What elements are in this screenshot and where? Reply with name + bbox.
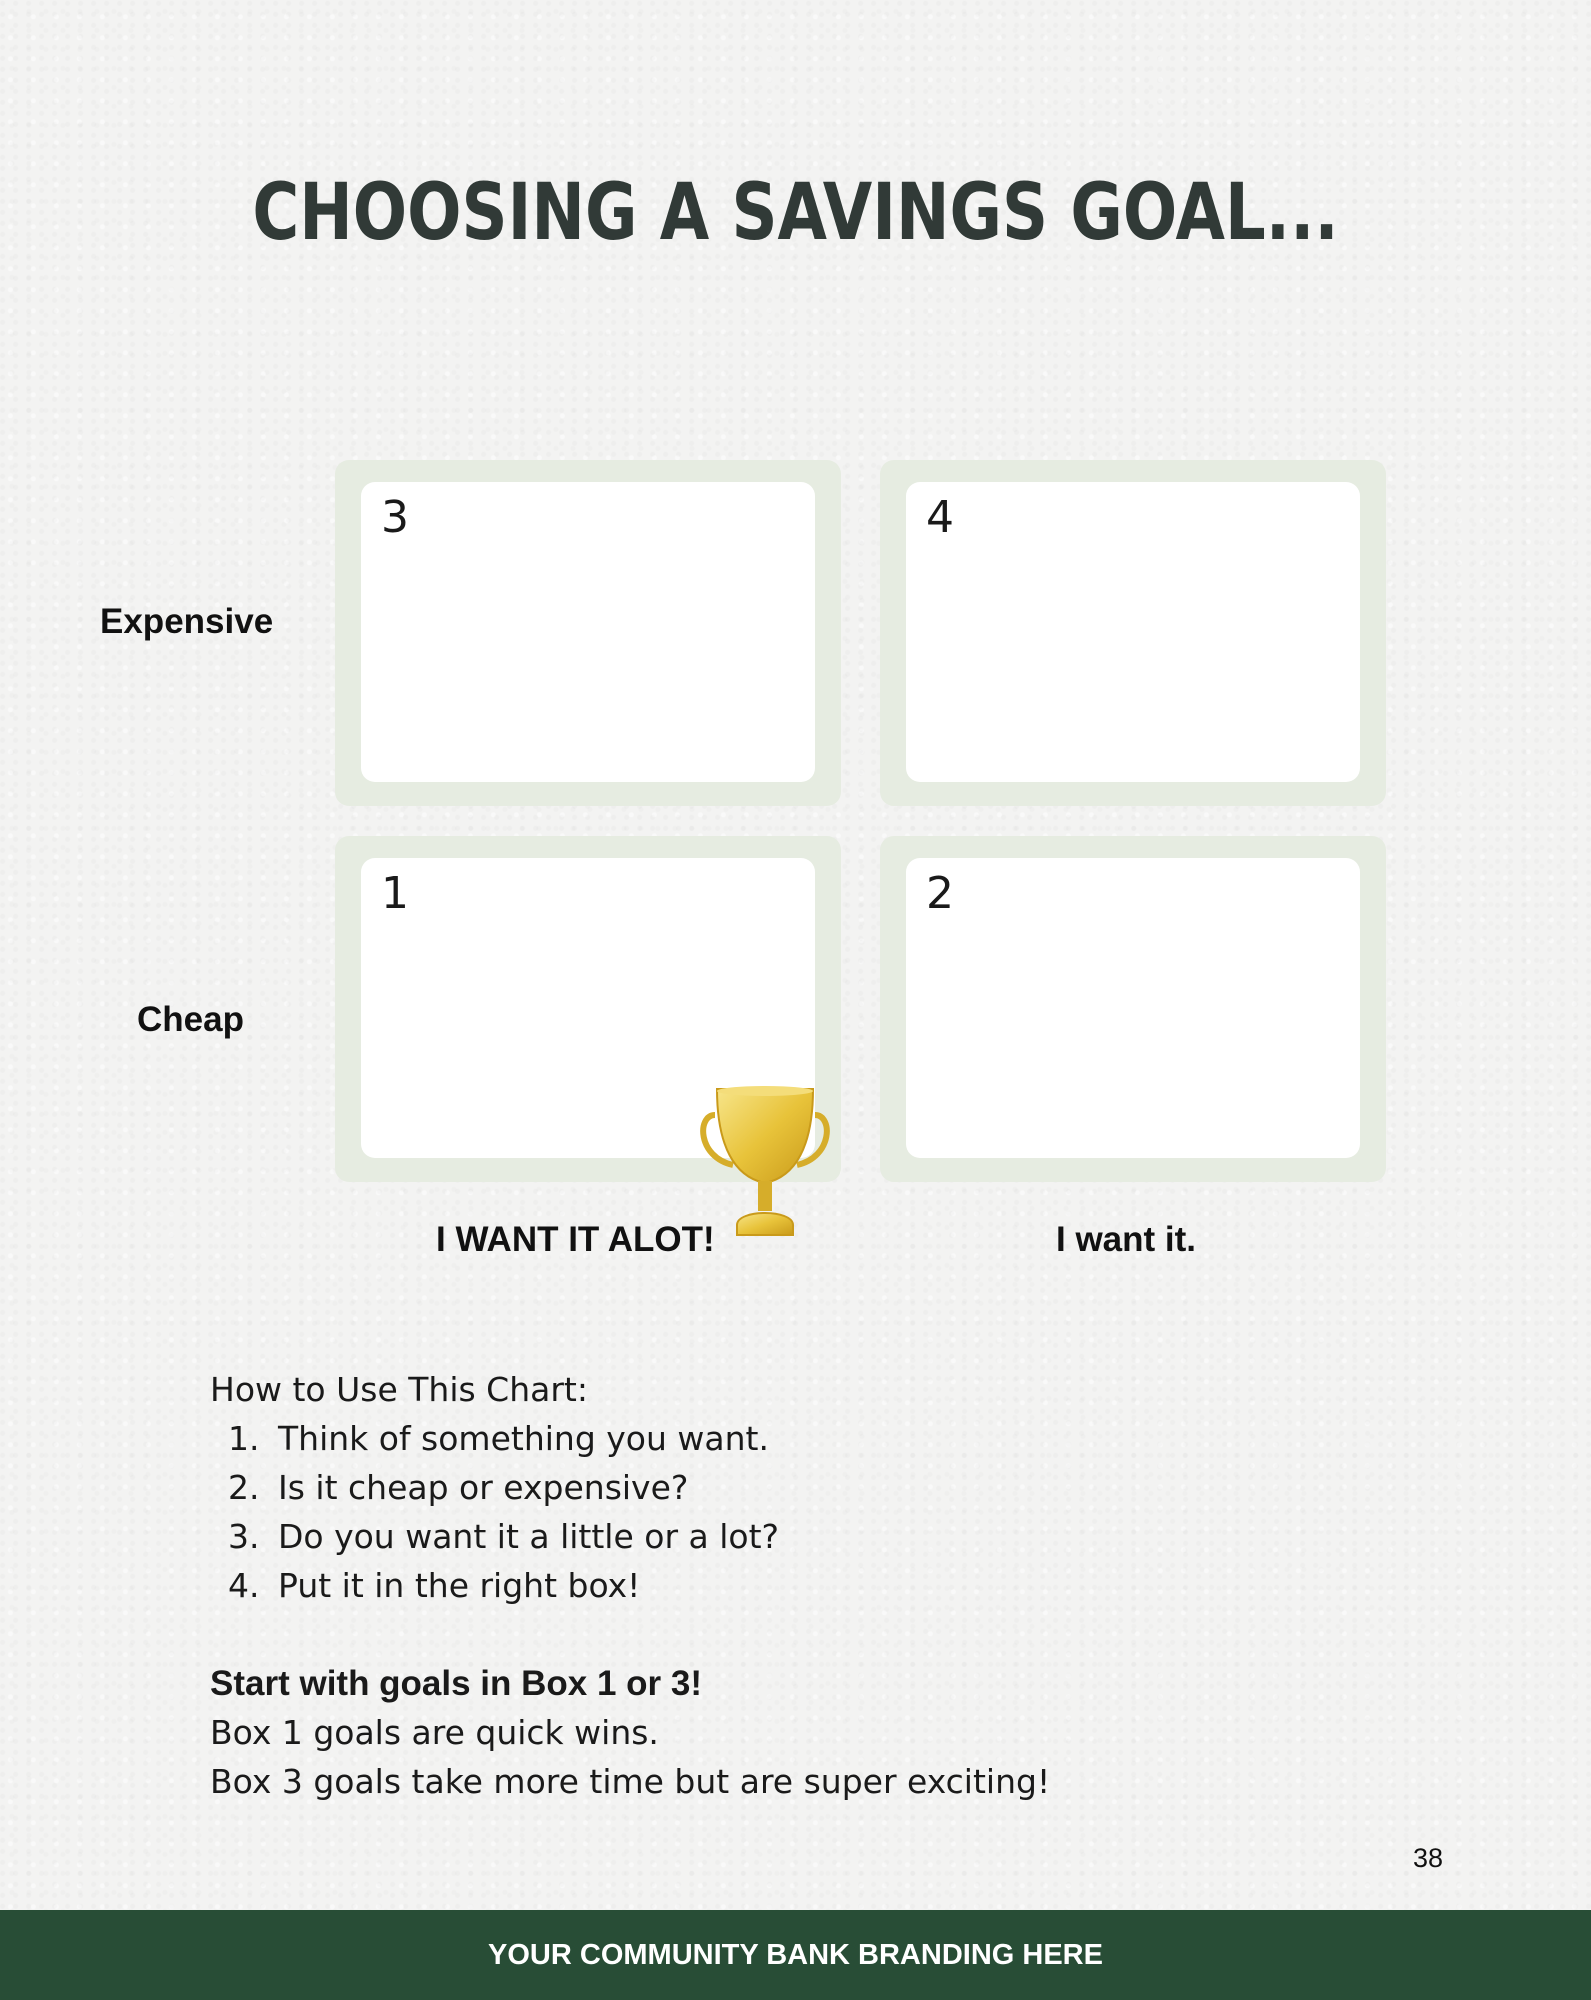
tip-line: Box 3 goals take more time but are super exciting! — [210, 1762, 1051, 1801]
quadrant-box-2-writing-area[interactable] — [906, 858, 1360, 1158]
instruction-step: 2. Is it cheap or expensive? — [270, 1463, 1050, 1512]
instruction-step: 3. Do you want it a little or a lot? — [270, 1512, 1050, 1561]
row-label-expensive: Expensive — [100, 602, 274, 641]
quadrant-box-3-number: 3 — [381, 492, 409, 543]
quadrant-box-2-number: 2 — [926, 868, 954, 919]
page-number: 38 — [1413, 1843, 1444, 1873]
instructions — [210, 1365, 1050, 1806]
page-title: CHOOSING A SAVINGS GOAL... — [252, 168, 1339, 258]
quadrant-box-4-number: 4 — [926, 492, 954, 543]
quadrant-box-1-number: 1 — [381, 868, 409, 919]
quadrant-box-2 — [880, 836, 1386, 1182]
instruction-step: 1. Think of something you want. — [270, 1414, 1050, 1463]
quadrant-box-3-writing-area[interactable] — [361, 482, 815, 782]
tip-heading: Start with goals in Box 1 or 3! — [210, 1664, 703, 1703]
quadrant-box-3 — [335, 460, 841, 806]
trophy-icon — [695, 1085, 835, 1245]
column-label-want-a-lot: I WANT IT ALOT! — [436, 1220, 715, 1259]
quadrant-box-4-writing-area[interactable] — [906, 482, 1360, 782]
row-label-cheap: Cheap — [137, 1000, 244, 1039]
column-label-want-it: I want it. — [1056, 1220, 1196, 1259]
tip-line: Box 1 goals are quick wins. — [210, 1713, 659, 1752]
footer-branding: YOUR COMMUNITY BANK BRANDING HERE — [0, 1910, 1591, 2000]
instructions-heading: How to Use This Chart: — [210, 1370, 588, 1409]
quadrant-box-4 — [880, 460, 1386, 806]
instruction-step: 4. Put it in the right box! — [270, 1561, 1050, 1610]
instructions-steps — [210, 1414, 1050, 1610]
